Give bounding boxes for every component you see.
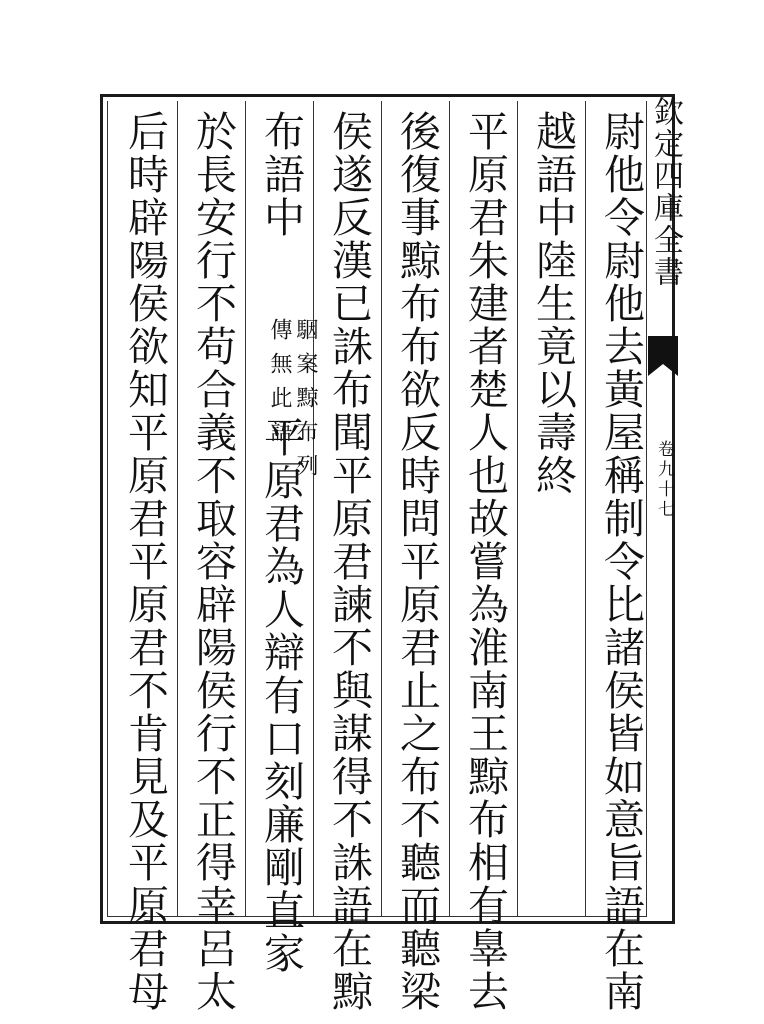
column-rule <box>245 101 246 917</box>
annotation-right: 駰案黥布列 <box>293 318 318 488</box>
text-column-3: 平原君朱建者楚人也故嘗為淮南王黥布相有辠去 <box>461 110 509 1013</box>
juan-number: 卷九十七 <box>654 440 674 520</box>
text-column-4: 後復事黥布布欲反時問平原君止之布不聽而聽梁 <box>393 110 441 1013</box>
column-rule <box>585 101 586 917</box>
column-rule <box>517 101 518 917</box>
book-title: 欽定四庫全書 <box>648 96 683 288</box>
annotation-left: 傳無此語 <box>267 318 292 454</box>
text-column-7: 於長安行不苟合義不取容辟陽侯行不正得幸呂太 <box>189 110 237 1013</box>
column-rule <box>381 101 382 917</box>
text-column-1: 尉他令尉他去黃屋稱制令比諸侯皆如意旨語在南 <box>597 110 645 1013</box>
text-column-2: 越語中陸生竟以壽終 <box>529 110 577 497</box>
text-column-5: 侯遂反漢已誅布聞平原君諫不與謀得不誅語在黥 <box>325 110 373 1013</box>
text-column-6-head: 布語中 <box>257 110 305 239</box>
column-rule <box>177 101 178 917</box>
column-rule <box>449 101 450 917</box>
text-column-8: 后時辟陽侯欲知平原君平原君不肯見及平原君母 <box>121 110 169 1013</box>
text-column-6-tail: 平原君為人辯有口刻廉剛直家 <box>257 416 305 975</box>
column-rule <box>313 101 314 917</box>
